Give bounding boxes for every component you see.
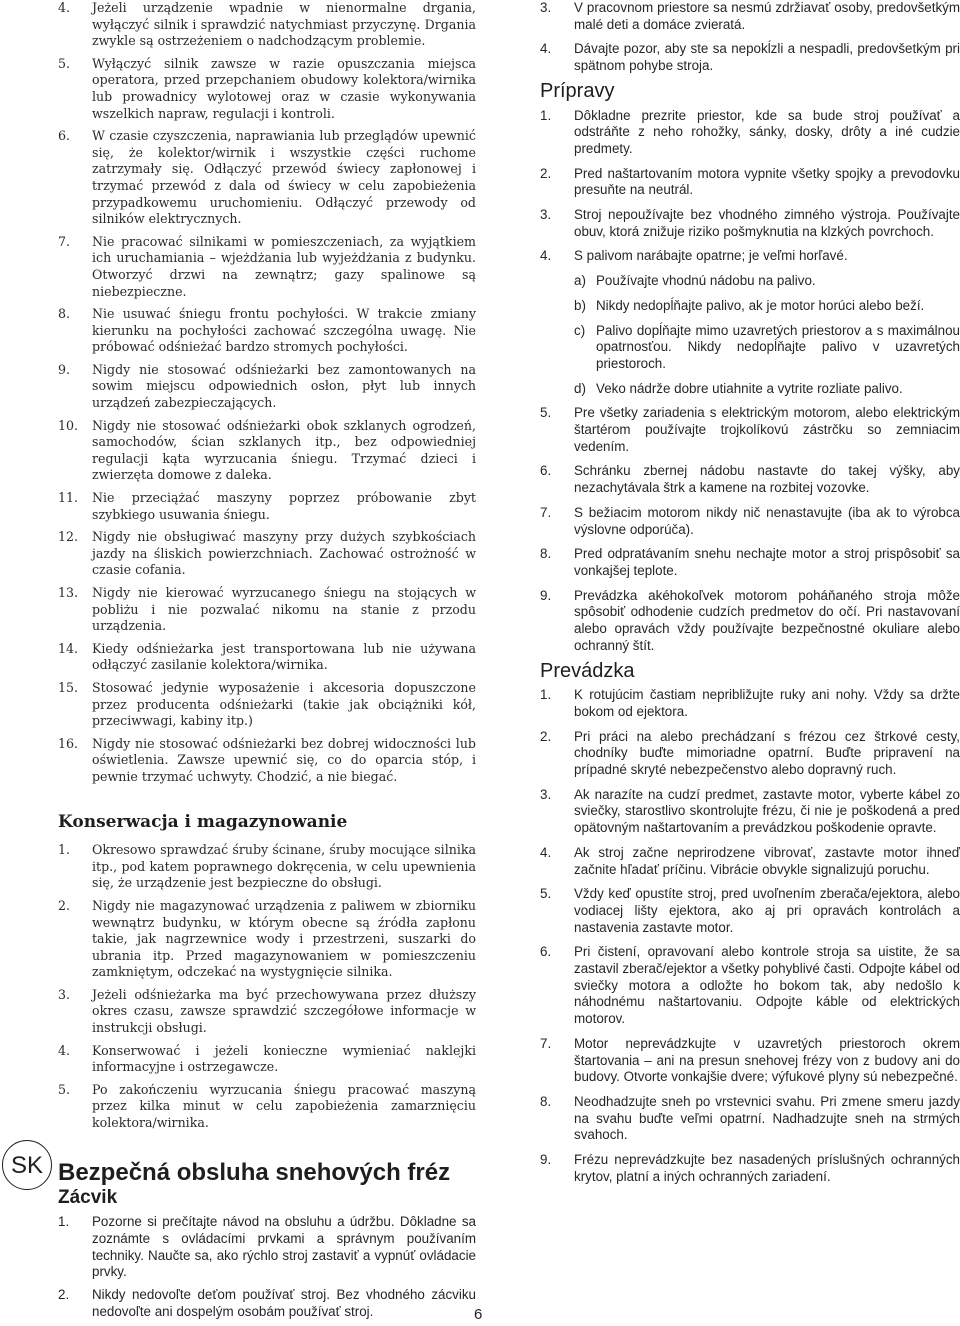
list-item [574,298,960,315]
item-text: S palivom narábajte opatrne; je veľmi horľavé. [574,248,848,264]
list-item [540,505,960,538]
list-item [58,641,476,674]
item-text: Ak narazíte na cudzí predmet, zastavte motor, vyberte kábel zo sviečky, starostlivo skontrolujte frézu, či nie je poškodená a pred opätovným naštartovaním a prevádzkou poškodenie opravte. [574,786,960,836]
list-item [58,842,476,892]
item-number: 2. [58,1287,70,1303]
list-item [540,463,960,496]
item-number: 11. [58,490,79,506]
list-item [540,886,960,936]
list-item [58,362,476,412]
list-item [540,687,960,720]
item-number: 15. [58,679,79,695]
item-number: 5. [540,405,552,421]
page-number: 6 [474,1306,483,1323]
list-item [58,56,476,122]
item-number: 3. [540,786,552,802]
list-item [58,736,476,786]
item-number: 8. [58,306,71,322]
item-number: 5. [540,886,552,902]
list-item [58,529,476,579]
item-number: 12. [58,529,79,545]
heading-operation: Prevádzka [540,659,635,682]
list-item [58,306,476,356]
item-number: 1. [58,842,71,858]
left-column [58,0,476,1326]
item-number: 1. [540,107,552,123]
list-item [58,1214,476,1281]
item-number: c) [574,322,586,338]
list-item [540,405,960,455]
preparation-list-continued [540,405,960,654]
item-text: S bežiacim motorom nikdy nič nenastavujte (iba ak to výrobca výslovne odporúča). [574,504,960,537]
item-text: Pozorne si prečítajte návod na obsluhu a údržbu. Dôkladne sa zoznámte s ovládacími prvkami a správnym používaním techniky. Naučte sa, ako rýchlo stroj zastaviť a vypnúť ovládacie prvky. [92,1214,476,1280]
item-number: 4. [540,844,552,860]
item-text: Konserwować i jeżeli konieczne wymieniać naklejki informacyjne i ostrzegawcze. [92,1042,476,1075]
item-text: Dávajte pozor, aby ste sa nepokĺzli a nespadli, predovšetkým pri spätnom pohybe stroja. [574,41,960,74]
list-item [540,588,960,655]
list-item [540,1094,960,1144]
item-number: 7. [58,233,71,249]
item-text: Pre všetky zariadenia s elektrickým motorom, alebo elektrickým štartérom používajte trojkolíkovú zástrčku so zemniacim vedením. [574,405,960,454]
list-item [58,418,476,484]
maintenance-list [58,842,476,1132]
item-text: Nie pracować silnikami w pomieszczeniach, za wyjątkiem ich uruchamiania – wjeżdżania lub wyjeżdżania z budynku. Otworzyć drzwi na zewnątrz; gazy spalinowe są niebezpieczne. [92,233,476,299]
training-list [58,1214,476,1320]
item-number: 5. [58,1081,71,1097]
item-number: 3. [540,0,552,15]
item-number: a) [574,273,586,289]
language-badge: SK [2,1140,52,1190]
list-item [58,585,476,635]
item-number: 3. [540,207,552,223]
item-text: K rotujúcim častiam nepribližujte ruky ani nohy. Vždy sa držte bokom od ejektora. [574,687,960,719]
item-text: Veko nádrže dobre utiahnite a vytrite rozliate palivo. [596,380,903,396]
item-text: Nigdy nie stosować odśnieżarki bez zamontowanych na sowim miejscu odpowiednich osłon, płyt lub innych urządzeń zabezpieczających. [92,361,476,411]
item-number: 6. [540,944,552,960]
list-item [58,987,476,1037]
list-item [58,1287,476,1320]
item-number: 3. [58,986,71,1002]
list-item [540,845,960,878]
item-text: Stosować jedynie wyposażenie i akcesoria dopuszczone przez producenta odśnieżarki (takie jak obciążniki kół, przeciwwagi, kabiny itp.) [92,679,476,729]
item-text: Ak stroj začne neprirodzene vibrovať, zastavte motor ihneď začnite hľadať príčinu. Vibrácie obvykle signalizujú poruchu. [574,844,960,877]
item-number: 2. [540,728,552,744]
list-item [540,546,960,579]
item-number: 9. [58,361,71,377]
list-item [574,381,960,398]
item-number: 8. [540,546,552,562]
item-text: V pracovnom priestore sa nesmú zdržiavať osoby, predovšetkým malé deti a domáce zvieratá. [574,0,960,32]
item-number: 9. [540,587,552,603]
list-item [540,248,960,265]
item-number: 7. [540,1035,552,1051]
item-number: b) [574,297,586,313]
list-item [58,234,476,300]
item-text: Nigdy nie stosować odśnieżarki obok szklanych ogrodzeń, samochodów, ścian szklanych itp., bez odpowiedniej regulacji kąta wyrzucania śniegu. Trzymać dzieci i zwierzęta domowe z daleka. [92,417,476,483]
item-text: Neodhadzujte sneh po vrstevnici svahu. Pri zmene smeru jazdy na svahu buďte veľmi opatrní. Nadhadzujte sneh na strmých svahoch. [574,1093,960,1143]
item-text: Palivo dopĺňajte mimo uzavretých priestorov a s maximálnou opatrnosťou. Nikdy nedopĺňajte palivo v uzavretých priestoroch. [596,322,960,371]
list-item [58,1082,476,1132]
item-text: Pred odpratávaním snehu nechajte motor a stroj prispôsobiť sa vonkajšej teplote. [574,546,960,578]
item-number: 9. [540,1152,552,1168]
list-item [58,680,476,730]
item-number: 4. [540,248,552,264]
item-text: Jeżeli urządzenie wpadnie w nienormalne drgania, wyłączyć silnik i sprawdzić natychmiast przyczynę. Drgania zwykle są ostrzeżeniem o nadchodzącym problemie. [92,0,476,49]
item-number: 6. [540,463,552,479]
safety-list-pl [58,0,476,786]
list-item [58,1043,476,1076]
item-number: 4. [540,41,552,57]
list-item [540,729,960,779]
item-text: Používajte vhodnú nádobu na palivo. [596,273,816,289]
list-item [574,273,960,290]
heading-maintenance: Konserwacja i magazynowanie [58,811,348,832]
list-item [540,0,960,33]
item-text: Prevádzka akéhokoľvek motorom poháňaného stroja môže spôsobiť odhodenie cudzích predmetov do očí. Pri nastavovaní alebo opravách vždy používajte bezpečnostné okuliare alebo ochranný štít. [574,587,960,653]
item-number: 10. [58,417,79,433]
item-text: Nikdy nedopĺňajte palivo, ak je motor horúci alebo beží. [596,297,925,313]
item-number: 13. [58,585,79,600]
list-item [540,944,960,1028]
item-text: Nikdy nedovoľte deťom používať stroj. Bez vhodného zácviku nedovoľte ani dospelým osobám používať stroj. [92,1287,476,1319]
item-text: Nigdy nie stosować odśnieżarki bez dobrej widoczności lub oświetlenia. Zawsze upewnić się, co do oparcia stóp, i pewnie trzymać uchwyty. Chodzić, a nie biegać. [92,735,476,784]
item-text: Wyłączyć silnik zawsze w razie opuszczania miejsca operatora, przed przepchaniem obudowy kolektora/wirnika lub prowadnicy wylotowej oraz w czasie wykonywania wszelkich napraw, regulacji i kontroli. [92,55,476,121]
item-text: Pri čistení, opravovaní alebo kontrole stroja sa uistite, že sa zastavil zberač/ejektor a všetky pohyblivé časti. Odpojte kábel od sviečky motora a odložte ho bokom tak, aby nedošlo k náhodnému naštartovaniu. Odpojte káble od elektrických motorov. [574,944,960,1027]
item-text: Nigdy nie obsługiwać maszyny przy dużych szybkościach jazdy na śliskich powierzchniach. Zachować ostrożność w czasie cofania. [92,529,476,578]
training-list-continued [540,0,960,75]
list-item [540,108,960,158]
list-item [58,128,476,228]
item-number: 1. [540,687,552,703]
list-item [574,323,960,373]
list-item [58,0,476,50]
item-text: W czasie czyszczenia, naprawiania lub przeglądów upewnić się, że kolektor/wirnik i wszystkie części ruchome zatrzymały się. Odłączyć przewód świecy zapłonowej i trzymać przewód z dala od świecy w celu zapobieżenia przypadkowemu uruchomieniu. Odłączyć przewody od silników elektrycznych. [92,128,476,227]
item-text: Nie przeciążać maszyny poprzez próbowanie zbyt szybkiego usuwania śniegu. [92,490,476,522]
item-text: Pri práci na alebo prechádzaní s frézou cez štrkové cesty, chodníky buďte mimoriadne opatrní. Buďte pripravení na prípadné skryté nebezpečenstvo alebo dopravný ruch. [574,728,960,778]
item-number: 1. [58,1214,70,1230]
list-item [58,490,476,523]
item-text: Okresowo sprawdzać śruby ścinane, śruby mocujące silnika itp., pod katem poprawnego dokręcenia, w celu upewnienia się, że urządzenie jest bezpieczne do obsługi. [92,842,476,891]
item-text: Jeżeli odśnieżarka ma być przechowywana przez dłuższy okres czasu, zawsze sprawdzić szczegółowe informacje w instrukcji obsługi. [92,986,476,1036]
heading-training: Zácvik [58,1186,118,1208]
item-number: 8. [540,1093,552,1109]
item-text: Nigdy nie kierować wyrzucanego śniegu na stojących w pobliżu i nie pozwalać nikomu na stanie z przodu urządzenia. [92,585,476,634]
item-number: 2. [540,165,552,181]
list-item [540,41,960,74]
list-item [58,898,476,981]
heading-sk-safe-operation: Bezpečná obsluha snehových fréz [58,1158,451,1186]
heading-preparation: Prípravy [540,79,615,102]
list-item [540,166,960,199]
list-item [540,787,960,837]
preparation-list [540,108,960,266]
item-text: Stroj nepoužívajte bez vhodného zimného výstroja. Používajte obuv, ktorá znižuje riziko pošmyknutia na klzkých povrchoch. [574,207,960,239]
item-text: Vždy keď opustíte stroj, pred uvoľnením zberača/ejektora, alebo vodiacej lišty ejektora, ako aj pri opravách kontrolách a nastavenia zastavte motor. [574,886,960,935]
item-number: 7. [540,504,552,520]
item-text: Motor neprevádzkujte v uzavretých priestoroch okrem štartovania – ani na presun snehovej frézy von z budovy ani do budovy. Otvorte vonkajšie dvere; výfukové plyny sú nebezpečné. [574,1035,960,1085]
item-number: d) [574,380,586,396]
item-number: 6. [58,128,71,144]
item-number: 4. [58,1042,71,1058]
item-text: Nie usuwać śniegu frontu pochyłości. W trakcie zmiany kierunku na pochyłości zachować szczególna uwagę. Nie próbować odśnieżać bardzo stromych pochyłości. [92,306,476,355]
list-item [540,207,960,240]
item-text: Kiedy odśnieżarka jest transportowana lub nie używana odłączyć zasilanie kolektora/wirnika. [92,640,476,673]
item-number: 5. [58,55,71,71]
item-number: 14. [58,640,79,656]
list-item [540,1152,960,1185]
list-item [540,1036,960,1086]
item-text: Pred naštartovaním motora vypnite všetky spojky a prevodovku presuňte na neutrál. [574,165,960,198]
item-text: Nigdy nie magazynować urządzenia z paliwem w zbiorniku wewnątrz budynku, w którym obecne są źródła zapłonu takie, jak nagrzewnice wody i przestrzeni, suszarki do ubrania itp. Przed magazynowaniem w pomieszczeniu zamkniętym, odczekać na wystygnięcie silnika. [92,897,476,980]
item-number: 16. [58,735,79,751]
right-column [540,0,960,1193]
fuel-sublist [540,273,960,397]
item-number: 2. [58,897,71,913]
item-text: Dôkladne prezrite priestor, kde sa bude stroj používať a odstráňte z neho rohožky, sánky, dosky, drôty a iné cudzie predmety. [574,107,960,156]
item-text: Schránku zbernej nádobu nastavte do takej výšky, aby nezachytávala štrk a kamene na rozbitej vozovke. [574,463,960,496]
item-text: Po zakończeniu wyrzucania śniegu pracować maszyną przez kilka minut w celu zapobieżenia zamarznięciu kolektora/wirnika. [92,1081,476,1131]
operation-list [540,687,960,1185]
item-text: Frézu neprevádzkujte bez nasadených príslušných ochranných krytov, platní a iných ochranných zariadení. [574,1152,960,1184]
item-number: 4. [58,0,71,15]
